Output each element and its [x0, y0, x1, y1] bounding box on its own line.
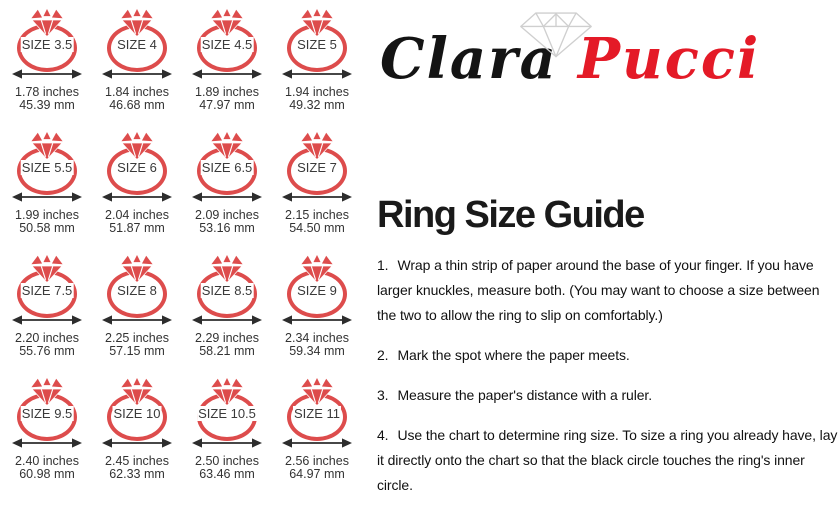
ring-illustration: [182, 131, 272, 193]
diameter-arrow-icon: [102, 68, 172, 80]
step-text: Measure the paper's distance with a ruler.: [397, 387, 652, 403]
diameter-arrow-icon: [102, 314, 172, 326]
diameter-inches: 2.40 inches: [15, 454, 79, 468]
instruction-list: [377, 253, 839, 513]
diamond-icon: [300, 131, 334, 160]
instruction-step: [377, 343, 839, 368]
ring-illustration: [92, 131, 182, 193]
diameter-arrow-icon: [12, 191, 82, 203]
ring-size-label: SIZE 9: [297, 283, 337, 298]
diameter-arrow-icon: [12, 68, 82, 80]
ring-size-cell: [92, 131, 182, 238]
diamond-icon: [210, 8, 244, 37]
diameter-mm: 63.46 mm: [199, 467, 255, 481]
diameter-measurements: [105, 209, 169, 235]
ring-size-cell: [272, 8, 362, 115]
ring-size-cell: [92, 377, 182, 484]
diameter-measurements: [15, 455, 79, 481]
ring-size-cell: [182, 131, 272, 238]
diameter-mm: 58.21 mm: [199, 344, 255, 358]
ring-illustration: [182, 377, 272, 439]
diameter-mm: 60.98 mm: [19, 467, 75, 481]
diameter-inches: 2.29 inches: [195, 331, 259, 345]
diameter-arrow-icon: [192, 68, 262, 80]
ring-illustration: [272, 131, 362, 193]
diameter-mm: 45.39 mm: [19, 98, 75, 112]
ring-size-label: SIZE 3.5: [21, 37, 73, 52]
diameter-mm: 62.33 mm: [109, 467, 165, 481]
diameter-arrow-icon: [192, 314, 262, 326]
diamond-icon: [210, 377, 244, 406]
diamond-icon: [30, 8, 64, 37]
diameter-mm: 49.32 mm: [289, 98, 345, 112]
step-number: 3.: [377, 387, 389, 403]
ring-size-label: SIZE 10.5: [198, 406, 256, 421]
diameter-inches: 2.56 inches: [285, 454, 349, 468]
ring-size-cell: [182, 377, 272, 484]
diamond-icon: [210, 131, 244, 160]
ring-size-label: SIZE 10: [113, 406, 161, 421]
diameter-mm: 53.16 mm: [199, 221, 255, 235]
diameter-mm: 64.97 mm: [289, 467, 345, 481]
ring-size-label: SIZE 4.5: [201, 37, 253, 52]
ring-illustration: [272, 254, 362, 316]
ring-illustration: [2, 131, 92, 193]
diameter-arrow-icon: [282, 68, 352, 80]
ring-illustration: [92, 377, 182, 439]
diameter-inches: 2.45 inches: [105, 454, 169, 468]
ring-size-label: SIZE 7: [297, 160, 337, 175]
diamond-icon: [120, 8, 154, 37]
diamond-icon: [300, 254, 334, 283]
diameter-inches: 1.94 inches: [285, 85, 349, 99]
ring-size-cell: [92, 254, 182, 361]
diameter-measurements: [15, 332, 79, 358]
ring-size-cell: [272, 254, 362, 361]
diameter-measurements: [15, 86, 79, 112]
diamond-icon: [300, 377, 334, 406]
ring-size-label: SIZE 6: [117, 160, 157, 175]
ring-illustration: [92, 254, 182, 316]
diameter-arrow-icon: [12, 314, 82, 326]
instruction-step: [377, 383, 839, 408]
ring-size-cell: [92, 8, 182, 115]
ring-size-label: SIZE 8: [117, 283, 157, 298]
diameter-inches: 1.84 inches: [105, 85, 169, 99]
diameter-mm: 57.15 mm: [109, 344, 165, 358]
diameter-mm: 50.58 mm: [19, 221, 75, 235]
diamond-icon: [120, 377, 154, 406]
ring-size-cell: [2, 131, 92, 238]
brand-name-first: Clara: [380, 26, 558, 92]
ring-size-cell: [182, 8, 272, 115]
diameter-measurements: [285, 332, 349, 358]
ring-size-cell: [272, 377, 362, 484]
brand-name-second: Pucci: [577, 26, 761, 92]
ring-illustration: [2, 8, 92, 70]
ring-size-label: SIZE 8.5: [201, 283, 253, 298]
ring-size-label: SIZE 7.5: [21, 283, 73, 298]
diameter-mm: 55.76 mm: [19, 344, 75, 358]
ring-size-label: SIZE 5.5: [21, 160, 73, 175]
ring-size-label: SIZE 11: [293, 406, 341, 421]
diameter-measurements: [195, 209, 259, 235]
diameter-measurements: [105, 332, 169, 358]
diameter-mm: 54.50 mm: [289, 221, 345, 235]
ring-size-grid: [2, 8, 362, 484]
step-text: Wrap a thin strip of paper around the base of your finger. If you have larger knuckles, measure both. (You may want to choose a size between the two to allow the ring to slip on comfortably.): [377, 257, 820, 323]
step-text: Mark the spot where the paper meets.: [397, 347, 630, 363]
ring-illustration: [2, 254, 92, 316]
diameter-inches: 2.50 inches: [195, 454, 259, 468]
diameter-arrow-icon: [282, 437, 352, 449]
diameter-arrow-icon: [192, 191, 262, 203]
diamond-icon: [300, 8, 334, 37]
ring-size-cell: [2, 8, 92, 115]
ring-illustration: [272, 8, 362, 70]
diameter-inches: 2.20 inches: [15, 331, 79, 345]
diameter-measurements: [195, 455, 259, 481]
diamond-icon: [30, 254, 64, 283]
diameter-inches: 2.34 inches: [285, 331, 349, 345]
diameter-arrow-icon: [12, 437, 82, 449]
page-title: Ring Size Guide: [377, 194, 644, 236]
diamond-icon: [120, 131, 154, 160]
diameter-arrow-icon: [192, 437, 262, 449]
ring-size-cell: [272, 131, 362, 238]
ring-size-cell: [2, 377, 92, 484]
diameter-mm: 51.87 mm: [109, 221, 165, 235]
step-number: 2.: [377, 347, 389, 363]
diameter-measurements: [285, 86, 349, 112]
ring-size-label: SIZE 5: [297, 37, 337, 52]
diameter-inches: 2.25 inches: [105, 331, 169, 345]
ring-size-label: SIZE 9.5: [21, 406, 73, 421]
diameter-measurements: [285, 209, 349, 235]
step-number: 4.: [377, 427, 389, 443]
diameter-measurements: [105, 86, 169, 112]
diameter-inches: 2.15 inches: [285, 208, 349, 222]
diameter-inches: 1.99 inches: [15, 208, 79, 222]
ring-size-label: SIZE 6.5: [201, 160, 253, 175]
ring-illustration: [182, 8, 272, 70]
ring-illustration: [92, 8, 182, 70]
step-number: 1.: [377, 257, 389, 273]
diameter-mm: 47.97 mm: [199, 98, 255, 112]
diamond-icon: [120, 254, 154, 283]
diameter-inches: 1.78 inches: [15, 85, 79, 99]
diameter-measurements: [195, 332, 259, 358]
step-text: Use the chart to determine ring size. To size a ring you already have, lay it directly onto the chart so that the black circle touches the ring's inner circle.: [377, 427, 838, 493]
diameter-mm: 59.34 mm: [289, 344, 345, 358]
diameter-arrow-icon: [282, 191, 352, 203]
ring-size-cell: [182, 254, 272, 361]
diameter-arrow-icon: [102, 191, 172, 203]
diamond-icon: [30, 131, 64, 160]
diameter-inches: 1.89 inches: [195, 85, 259, 99]
diamond-outline-icon: [508, 8, 604, 60]
diamond-icon: [210, 254, 244, 283]
diameter-measurements: [285, 455, 349, 481]
ring-illustration: [272, 377, 362, 439]
diameter-measurements: [195, 86, 259, 112]
diameter-mm: 46.68 mm: [109, 98, 165, 112]
diamond-icon: [30, 377, 64, 406]
diameter-measurements: [15, 209, 79, 235]
instruction-step: [377, 253, 839, 328]
ring-size-cell: [2, 254, 92, 361]
instruction-step: [377, 423, 839, 498]
diameter-measurements: [105, 455, 169, 481]
ring-size-label: SIZE 4: [117, 37, 157, 52]
diameter-arrow-icon: [282, 314, 352, 326]
ring-illustration: [182, 254, 272, 316]
ring-illustration: [2, 377, 92, 439]
diameter-arrow-icon: [102, 437, 172, 449]
diameter-inches: 2.09 inches: [195, 208, 259, 222]
diameter-inches: 2.04 inches: [105, 208, 169, 222]
